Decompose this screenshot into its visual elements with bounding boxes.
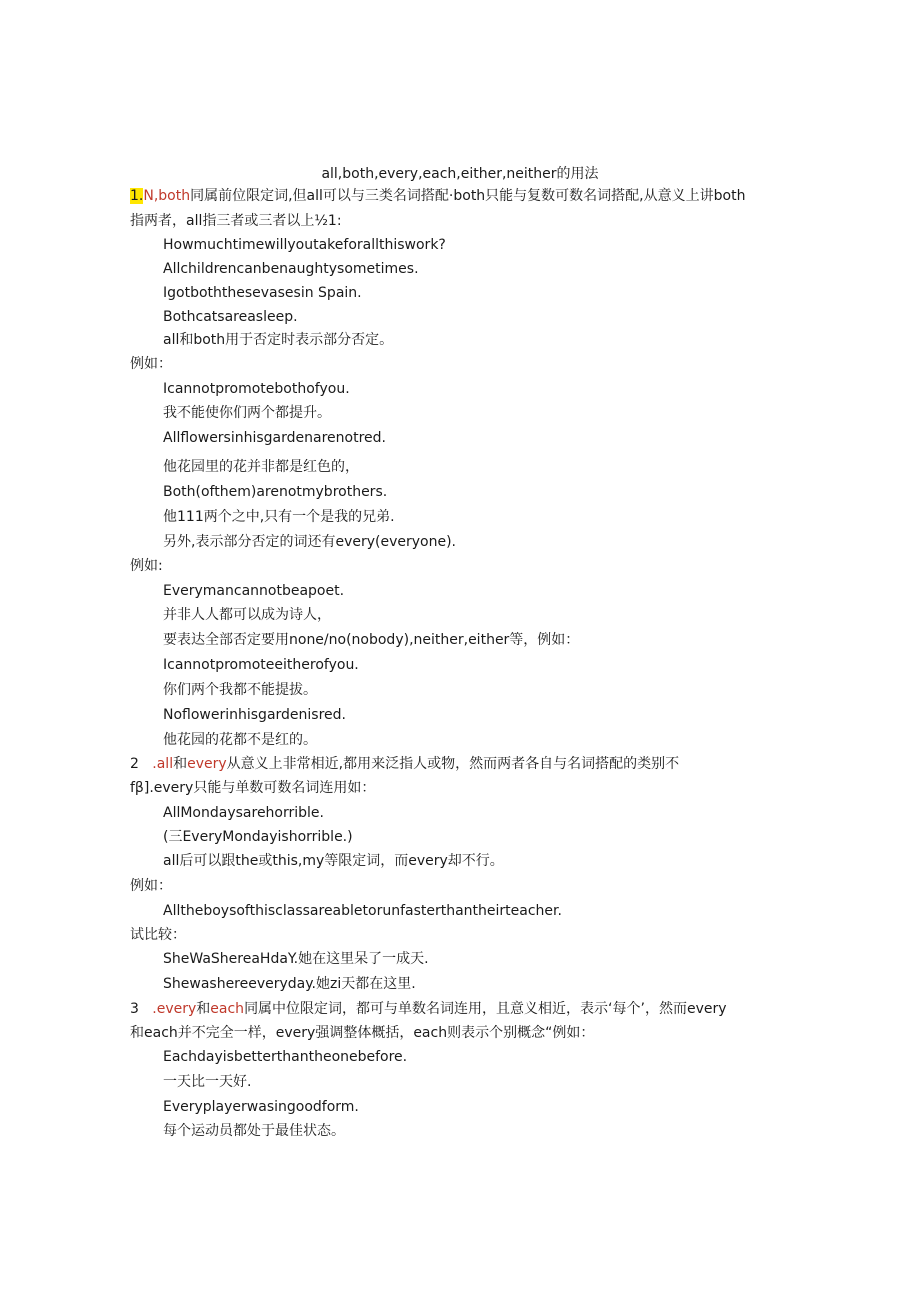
section-2-keyword-all: .all bbox=[152, 756, 174, 772]
note-text: all和both用于否定时表示部分否定。 bbox=[163, 332, 394, 348]
section-2-heading bbox=[130, 755, 679, 773]
example-sentence: SheWaShereaHdaY.她在这里呆了一成天. bbox=[163, 951, 429, 967]
note-text: all后可以跟the或this,my等限定词，而every却不行。 bbox=[163, 853, 504, 869]
translation: 他花园的花都不是红的。 bbox=[163, 732, 317, 748]
section-1-text-cont: 指两者，all指三者或三者以上½1: bbox=[130, 213, 342, 229]
section-3-text: 同属中位限定词，都可与单数名词连用，且意义相近，表示‘每个’，然而every bbox=[244, 1001, 727, 1017]
section-3-text-cont: 和each并不完全一样，every强调整体概括，each则表示个别概念“例如： bbox=[130, 1025, 595, 1041]
section-2-keyword-every: every bbox=[187, 756, 227, 772]
section-3-conjunction: 和 bbox=[196, 1001, 211, 1017]
translation: 每个运动员都处于最佳状态。 bbox=[163, 1123, 345, 1139]
translation: 我不能使你们两个都提升。 bbox=[163, 405, 331, 421]
note-text: 要表达全部否定要用none/no(nobody),neither,either等，例如： bbox=[163, 632, 580, 648]
example-sentence: Everymancannotbeapoet. bbox=[163, 583, 345, 599]
example-label: 例如： bbox=[130, 356, 172, 372]
example-sentence: Howmuchtimewillyoutakeforallthiswork? bbox=[163, 237, 446, 253]
section-3-keyword-every: .every bbox=[152, 1001, 197, 1017]
example-sentence: Alltheboysofthisclassareabletorunfasterthantheirteacher. bbox=[163, 903, 562, 919]
section-2-number: 2 bbox=[130, 756, 139, 772]
translation: 并非人人都可以成为诗人， bbox=[163, 607, 331, 623]
section-3-keyword-each: each bbox=[210, 1001, 245, 1017]
section-2-conjunction: 和 bbox=[173, 756, 188, 772]
example-sentence: Shewashereeveryday.她zi天都在这里. bbox=[163, 976, 416, 992]
section-3-heading bbox=[130, 1000, 727, 1018]
section-1-heading bbox=[130, 187, 745, 205]
translation: 一天比一天好. bbox=[163, 1074, 252, 1090]
example-sentence: Eachdayisbetterthantheonebefore. bbox=[163, 1049, 408, 1065]
compare-label: 试比较： bbox=[130, 927, 186, 943]
example-sentence: Bothcatsareasleep. bbox=[163, 309, 298, 325]
translation: 他111两个之中,只有一个是我的兄弟. bbox=[163, 509, 395, 525]
section-2-text-cont: fβ].every只能与单数可数名词连用如： bbox=[130, 780, 376, 796]
example-sentence: Both(ofthem)arenotmybrothers. bbox=[163, 484, 388, 500]
example-label: 例如： bbox=[130, 878, 172, 894]
translation: 你们两个我都不能提拔。 bbox=[163, 682, 317, 698]
example-sentence: Noflowerinhisgardenisred. bbox=[163, 707, 346, 723]
page-title: all,both,every,each,either,neither的用法 bbox=[321, 166, 599, 182]
example-sentence: Allflowersinhisgardenarenotred. bbox=[163, 430, 386, 446]
section-1-number: 1. bbox=[130, 188, 144, 204]
example-sentence: Igotboththesevasesin Spain. bbox=[163, 285, 362, 301]
example-label: 例如: bbox=[130, 558, 163, 574]
example-sentence: AllMondaysarehorrible. bbox=[163, 805, 324, 821]
section-1-keywords: N,both bbox=[143, 188, 191, 204]
example-sentence: Icannotpromotebothofyou. bbox=[163, 381, 350, 397]
translation: 他花园里的花并非都是红色的， bbox=[163, 459, 359, 475]
example-sentence: Allchildrencanbenaughtysometimes. bbox=[163, 261, 419, 277]
section-3-number: 3 bbox=[130, 1001, 139, 1017]
example-sentence: Everyplayerwasingoodform. bbox=[163, 1099, 359, 1115]
section-1-text: 同属前位限定词,但all可以与三类名词搭配·both只能与复数可数名词搭配,从意义上讲both bbox=[190, 188, 746, 204]
note-text: 另外,表示部分否定的词还有every(everyone). bbox=[163, 534, 456, 550]
section-2-text: 从意义上非常相近,都用来泛指人或物，然而两者各自与名词搭配的类别不 bbox=[226, 756, 680, 772]
example-sentence: Icannotpromoteeitherofyou. bbox=[163, 657, 359, 673]
example-sentence: (三EveryMondayishorrible.) bbox=[163, 829, 353, 845]
